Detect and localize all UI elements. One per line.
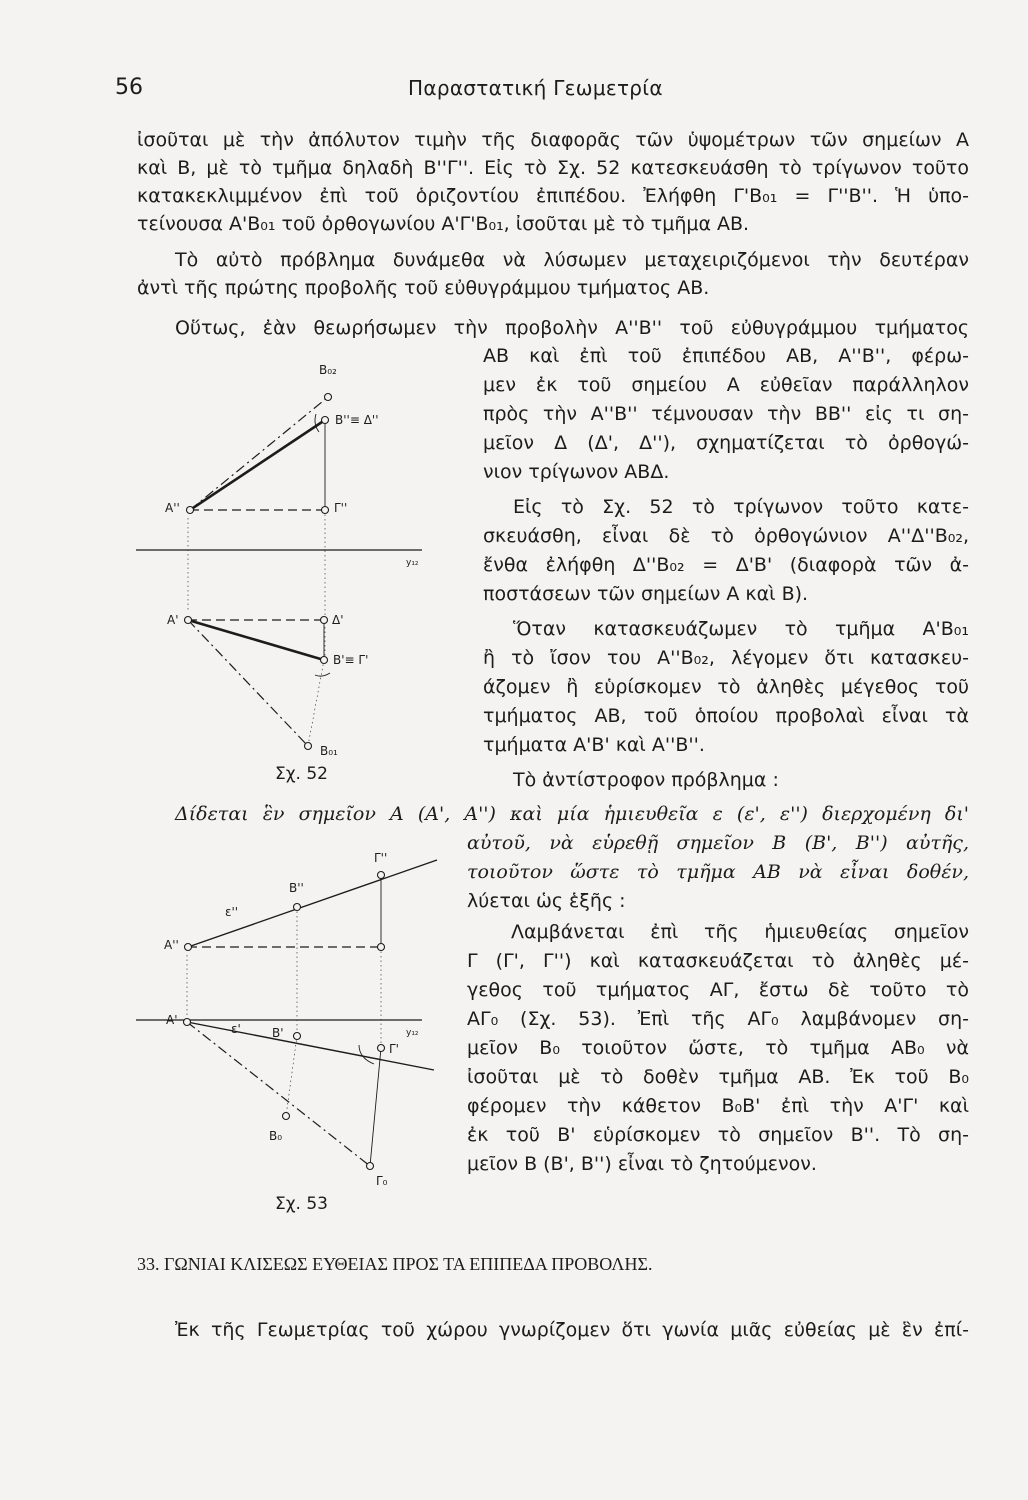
label-d1: Δ' [332,613,344,627]
text-line: τοιοῦτον ὥστε τὸ τμῆμα AB νὰ εἶναι δοθέν, [467,861,969,883]
text-line: Γ (Γ', Γ'') καὶ κατασκευάζεται τὸ ἀληθὲς μέ- [467,950,969,972]
page-number: 56 [115,75,143,100]
text-line: ἀντὶ τῆς πρώτης προβολῆς τοῦ εὐθυγράμμου τμήματος AB. [137,277,710,299]
solution-paragraph [467,918,969,1179]
figure-53 [130,840,450,1200]
point-a1 [184,1019,191,1026]
point-a1 [185,617,192,624]
text-line: κατακεκλιμμένον ἐπὶ τοῦ ὁριζοντίου ἐπιπέδου. Ἐλήφθη Γ'B₀₁ = Γ''B''. Ἡ ὑπο- [137,185,969,207]
text-line: Ἐκ τῆς Γεωμετρίας τοῦ χώρου γνωρίζομεν ὅτι γωνία μιᾶς εὐθείας μὲ ἓν ἐπί- [175,1319,969,1341]
link-line [308,660,324,746]
text-line: τμήματα A'B' καὶ A''B''. [483,734,705,756]
text-line: ἐκ τοῦ B' εὑρίσκομεν τὸ σημεῖον B''. Τὸ ση- [467,1124,969,1146]
right-column [483,342,969,795]
perpendicular-b1b0 [286,1036,297,1116]
text-line: μεῖον B (B', B'') εἶναι τὸ ζητούμενον. [467,1153,817,1175]
text-line: Οὕτως, ἐὰν θεωρήσωμεν τὴν προβολὴν A''B'' τοῦ εὐθυγράμμου τμήματος [175,317,969,339]
point-b2 [322,417,329,424]
figure-52 [130,340,450,780]
text-line: Τὸ ἀντίστροφον πρόβλημα : [513,769,779,791]
label-e2: ε'' [225,905,239,919]
text-line: τμήματος AB, τοῦ ὁποίου προβολαὶ εἶναι τὰ [483,705,969,727]
right-angle-arc [359,1045,374,1064]
label-b01: B₀₁ [320,744,338,758]
point-g1 [378,1045,385,1052]
running-title: Παραστατική Γεωμετρία [408,76,663,100]
figure-52-caption: Σχ. 52 [275,764,329,784]
point-d1 [321,617,328,624]
label-a1: A' [167,613,179,627]
point-b02 [325,394,332,401]
label-g0: Γ₀ [376,1174,388,1188]
text-line: μεῖον Δ (Δ', Δ''), σχηματίζεται τὸ ὀρθογώ- [483,432,969,454]
text-line: φέρομεν τὴν κάθετον B₀B' ἐπὶ τὴν A'Γ' καὶ [467,1095,969,1117]
text-line: Ὅταν κατασκευάζωμεν τὸ τμῆμα A'B₀₁ [513,618,969,640]
label-b1-g1: B'≡ Γ' [333,653,369,667]
text-line: σκευάσθη, εἶναι δὲ τὸ ὀρθογώνιον A''Δ''B₀₂, [483,525,969,547]
text-line: Λαμβάνεται ἐπὶ τῆς ἡμιευθείας σημεῖον [511,921,969,943]
half-line-e2 [188,860,437,947]
text-line: νιον τρίγωνον ABΔ. [483,461,670,483]
thus-line [175,314,969,342]
second-method-paragraph [137,246,969,302]
text-line: Τὸ αὐτὸ πρόβλημα δυνάμεθα νὰ λύσωμεν μεταχειριζόμενοι τὴν δευτέραν [175,249,969,271]
label-b2: B'' [289,881,304,895]
text-line: ποστάσεων τῶν σημείων A καὶ B). [483,583,809,605]
label-g1: Γ' [389,1042,399,1056]
text-line: ἰσοῦται μὲ τὴν ἀπόλυτον τιμὴν τῆς διαφορᾶς τῶν ὑψομέτρων τῶν σημείων A [137,129,969,151]
label-g2: Γ'' [334,501,348,515]
label-y12: y₁₂ [406,558,419,568]
point-b1 [321,657,328,664]
projection-segment-a1b1 [188,620,324,660]
text-line: τείνουσα A'B₀₁ τοῦ ὀρθογωνίου A'Γ'B₀₁, ἰσοῦται μὲ τὸ τμῆμα AB. [137,213,750,235]
final-line [175,1316,969,1344]
text-line: πρὸς τὴν A''B'' τέμνουσαν τὴν BB'' εἰς τι ση- [483,403,969,425]
point-g2-foot [378,944,385,951]
label-e1: ε' [231,1022,241,1036]
text-line: AΓ₀ (Σχ. 53). Ἐπὶ τῆς AΓ₀ λαμβάνομεν ση- [467,1008,969,1030]
text-line: αὐτοῦ, νὰ εὑρεθῇ σημεῖον B (B', B'') αὐτῆς, [467,832,969,854]
figure-53-caption: Σχ. 53 [275,1194,329,1214]
construction-line [187,1022,370,1166]
point-b01 [305,743,312,750]
projection-segment-a2b2 [190,420,325,510]
label-b02: B₀₂ [319,363,337,377]
text-line: ἰσοῦται μὲ τὸ δοθὲν τμῆμα AB. Ἐκ τοῦ B₀ [467,1066,969,1088]
point-g2 [322,507,329,514]
label-b1: B' [272,1026,284,1040]
text-line: μεν ἐκ τοῦ σημείου A εὐθεῖαν παράλληλον [483,374,969,396]
text-line: Δίδεται ἓν σημεῖον A (A', A'') καὶ μία ἡμιευθεῖα ε (ε', ε'') διερχομένη δι' [175,803,969,825]
point-a2 [185,944,192,951]
text-line: λύεται ὡς ἑξῆς : [467,890,626,912]
label-b0: B₀ [269,1129,283,1143]
right-angle-arc [315,673,330,676]
point-b2 [294,904,301,911]
label-a2: A'' [164,938,179,952]
perpendicular-g1g0 [370,1048,381,1166]
label-a2: A'' [165,501,180,515]
text-line: ἢ τὸ ἴσον του A''B₀₂, λέγομεν ὅτι κατασκευ- [483,647,969,669]
point-a2 [187,507,194,514]
point-g0 [367,1163,374,1170]
intro-paragraph [137,126,969,238]
text-line: ἔνθα ἐλήφθη Δ''B₀₂ = Δ'B' (διαφορὰ τῶν ἀ- [483,554,969,576]
label-g2: Γ'' [374,851,388,865]
text-line: Εἰς τὸ Σχ. 52 τὸ τρίγωνον τοῦτο κατε- [513,496,969,518]
label-a1: A' [166,1013,178,1027]
text-line: μεῖον B₀ τοιοῦτον ὥστε, τὸ τμῆμα AB₀ νὰ [467,1037,969,1059]
text-line: καὶ B, μὲ τὸ τμῆμα δηλαδὴ B''Γ''. Εἰς τὸ Σχ. 52 κατεσκευάσθη τὸ τρίγωνον τοῦτο [137,157,969,179]
text-line: άζομεν ἢ εὑρίσκομεν τὸ ἀληθὲς μέγεθος τοῦ [483,676,969,698]
label-b2-d2: B''≡ Δ'' [335,413,379,427]
text-line: γεθος τοῦ τμήματος AΓ, ἔστω δὲ τοῦτο τὸ [467,979,969,1001]
section-heading: 33. ΓΩΝΙΑΙ ΚΛΙΣΕΩΣ ΕΥΘΕΙΑΣ ΠΡΟΣ ΤΑ ΕΠΙΠΕΔΑ ΠΡΟΒΟΛΗΣ. [137,1254,653,1274]
label-y12: y₁₂ [406,1028,419,1038]
point-b0 [283,1113,290,1120]
point-b1 [294,1033,301,1040]
text-line: AB καὶ ἐπὶ τοῦ ἐπιπέδου AB, A''B'', φέρω- [483,345,969,367]
construction-line [190,397,328,510]
point-g2 [378,872,385,879]
